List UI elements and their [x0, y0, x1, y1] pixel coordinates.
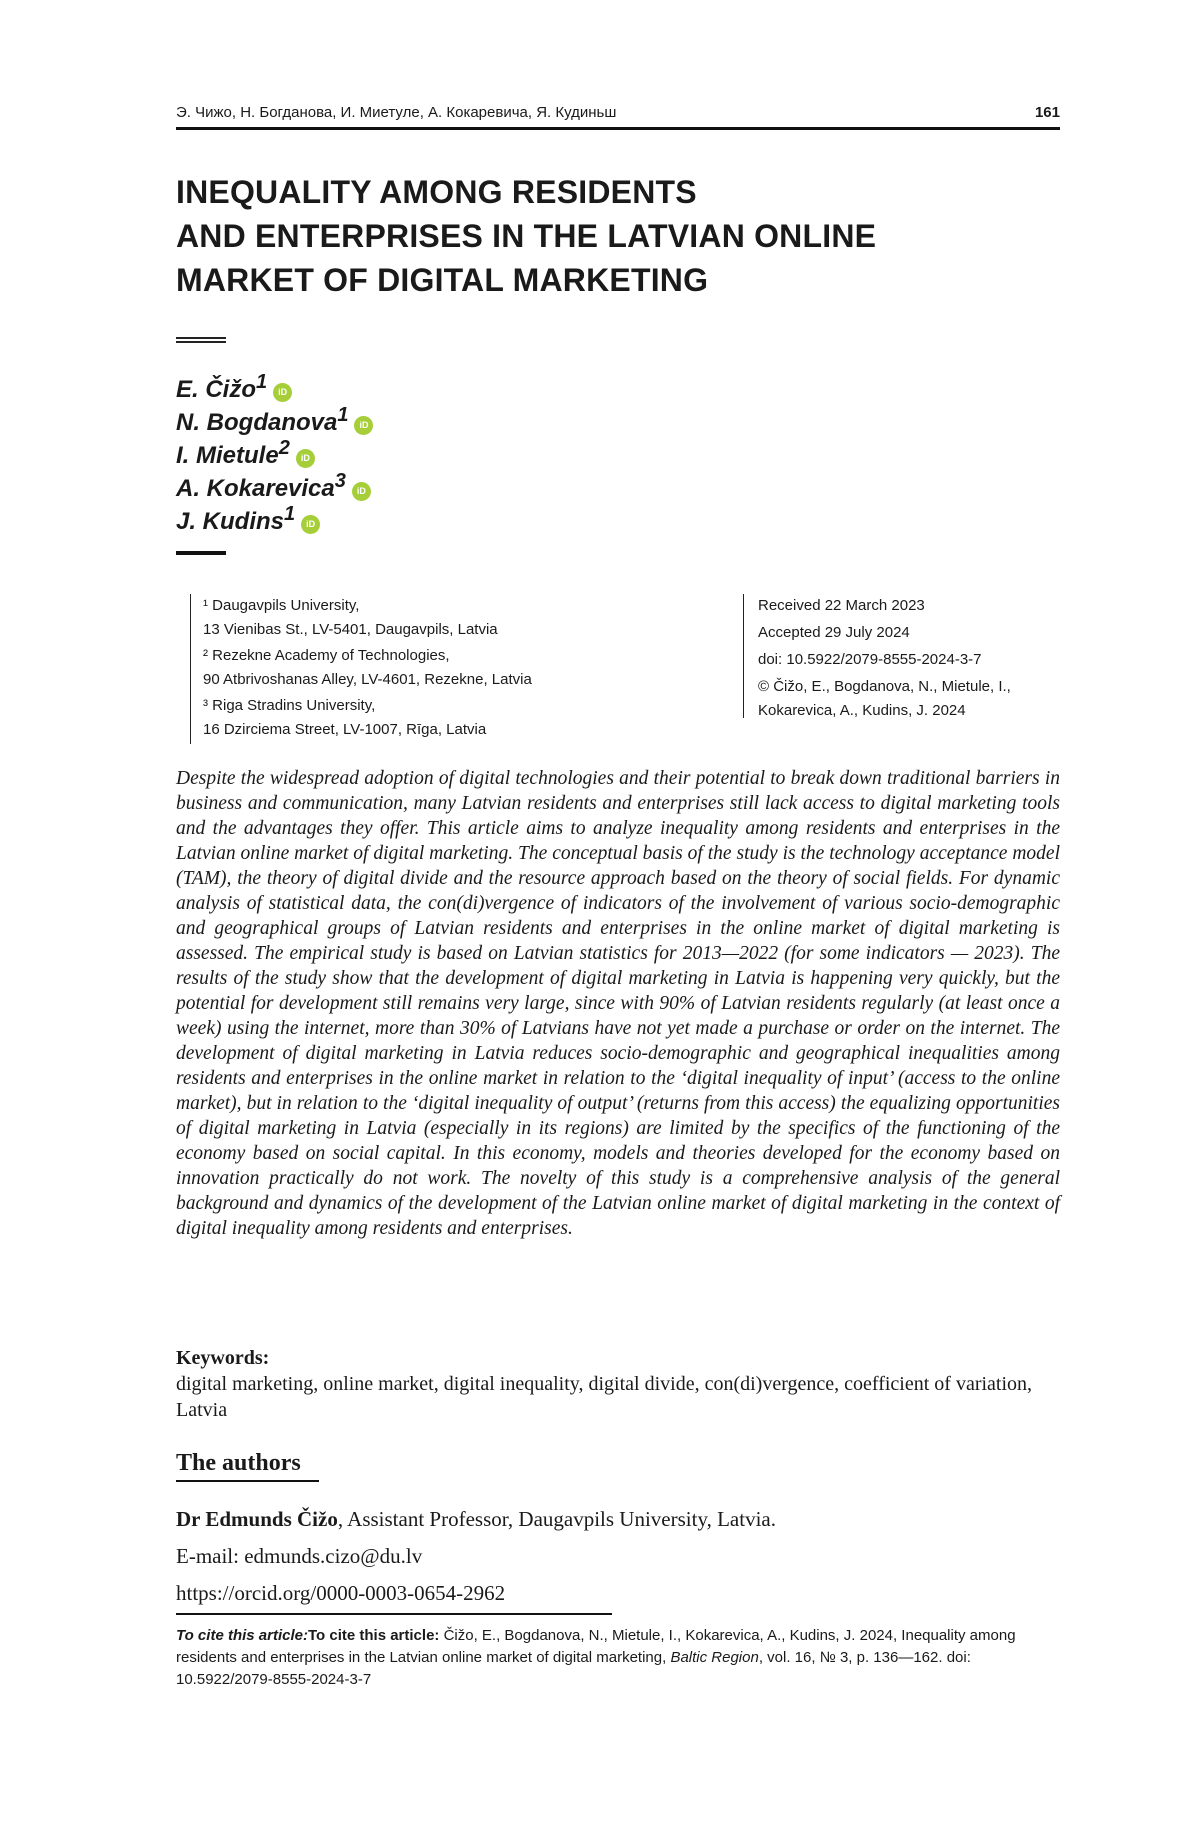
- author-bio: [176, 1501, 1060, 1612]
- orcid-icon[interactable]: iD: [296, 449, 315, 468]
- author-item: [176, 399, 373, 436]
- citation-tail: , vol. 16, № 3, p. 136—162. doi: 10.5922/2079-8555-2024-3-7: [176, 1649, 971, 1688]
- abstract: Despite the widespread adoption of digital technologies and their potential to break down traditional barriers in business and communication, many Latvian residents and enterprises still lack access to digital marketing tools and the advantages they offer. This article aims to analyze inequality among residents and enterprises in the Latvian online market of digital marketing. The conceptual basis of the study is the technology acceptance model (TAM), the theory of digital divide and the resource approach based on the theory of social fields. For dynamic analysis of statistical data, the con(di)vergence of indicators of the involvement of various socio-demographic and geographical groups of Latvian residents and enterprises in the online market of digital marketing is assessed. The empirical study is based on Latvian statistics for 2013—2022 (for some indicators — 2023). The results of the study show that the development of digital marketing in Latvia is happening very quickly, but the potential for development still remains very large, since with 90% of Latvian residents regularly (at least once a week) using the internet, more than 30% of Latvians have not yet made a purchase or order on the internet. The development of digital marketing in Latvia reduces socio-demographic and geographical inequalities among residents and enterprises in the online market in relation to the ‘digital inequality of input’ (access to the online market), but in relation to the ‘digital inequality of output’ (returns from this access) the equalizing opportunities of digital marketing in Latvia (especially in its regions) are limited by the specifics of the functioning of the economy based on social capital. In this economy, models and theories developed for the economy based on innovation practically do not work. The novelty of this study is a comprehensive analysis of the general background and dynamics of the development of the Latvian online market of digital marketing in the context of digital inequality among residents and enterprises.: [176, 768, 1060, 1239]
- author-item: [176, 432, 373, 469]
- author-name: A. Kokarevica: [176, 475, 335, 502]
- title-line: AND ENTERPRISES IN THE LATVIAN ONLINE: [176, 218, 877, 254]
- accepted-date: Accepted 29 July 2024: [758, 624, 910, 641]
- author-list: [176, 366, 373, 535]
- affiliation-name: ¹ Daugavpils University,: [203, 597, 360, 614]
- copyright-line: © Čižo, E., Bogdanova, N., Mietule, I.,: [758, 678, 1011, 695]
- received-date: Received 22 March 2023: [758, 597, 925, 614]
- citation: [176, 1625, 1060, 1691]
- affiliation: [203, 694, 691, 742]
- title-line: INEQUALITY AMONG RESIDENTS: [176, 174, 697, 210]
- author-affiliation-mark: 2: [278, 437, 290, 459]
- bio-name: Dr Edmunds Čižo: [176, 1507, 338, 1531]
- affiliation: [203, 644, 691, 692]
- article-history: [743, 594, 1078, 718]
- doi[interactable]: doi: 10.5922/2079-8555-2024-3-7: [758, 651, 982, 668]
- author-item: [176, 366, 373, 403]
- bio-orcid-link[interactable]: https://orcid.org/0000-0003-0654-2962: [176, 1581, 506, 1605]
- bio-email[interactable]: E-mail: edmunds.cizo@du.lv: [176, 1544, 423, 1568]
- citation-journal: Baltic Region: [670, 1649, 759, 1666]
- keywords-list: digital marketing, online market, digital inequality, digital divide, con(di)vergence, coefficient of variation, Latvia: [176, 1373, 1033, 1421]
- header-rule: [176, 127, 1060, 130]
- double-rule-divider: [176, 337, 226, 343]
- copyright-line: Kokarevica, A., Kudins, J. 2024: [758, 702, 966, 719]
- article-title: [176, 170, 1036, 302]
- citation-label: To cite this article:: [176, 1627, 308, 1644]
- author-item: [176, 465, 373, 502]
- author-name: E. Čižo: [176, 376, 257, 403]
- orcid-icon[interactable]: iD: [273, 383, 292, 402]
- keywords-heading: Keywords:: [176, 1347, 270, 1369]
- bio-position: , Assistant Professor, Daugavpils University, Latvia.: [337, 1507, 776, 1531]
- the-authors-heading-underline: [176, 1480, 319, 1482]
- citation-text: Čižo, E., Bogdanova, N., Mietule, I., Kokarevica, A., Kudins, J. 2024, Inequality among residents and enterprises in the Latvian online market of digital marketing,: [176, 1627, 1016, 1666]
- the-authors-heading: The authors: [176, 1450, 301, 1476]
- author-affiliation-mark: 1: [337, 404, 349, 426]
- affiliation: [203, 594, 691, 642]
- thick-rule-divider: [176, 551, 226, 555]
- author-affiliation-mark: 1: [284, 503, 296, 525]
- orcid-icon[interactable]: iD: [354, 416, 373, 435]
- running-header-authors: Э. Чижо, Н. Богданова, И. Миетуле, А. Кокаревича, Я. Кудиньш: [176, 104, 617, 121]
- author-name: I. Mietule: [176, 442, 279, 469]
- affiliation-name: ³ Riga Stradins University,: [203, 697, 376, 714]
- running-header: [176, 100, 1060, 126]
- bio-line: [176, 1501, 1060, 1538]
- author-item: [176, 498, 373, 535]
- author-name: N. Bogdanova: [176, 409, 338, 436]
- affiliation-name: ² Rezekne Academy of Technologies,: [203, 647, 450, 664]
- orcid-icon[interactable]: iD: [301, 515, 320, 534]
- citation-rule: [176, 1613, 612, 1615]
- citation-label-repeat: To cite this article:: [307, 1627, 440, 1644]
- affiliations-block: [190, 594, 691, 744]
- title-line: MARKET OF DIGITAL MARKETING: [176, 262, 709, 298]
- affiliation-address: 16 Dzirciema Street, LV-1007, Rīga, Latvia: [203, 721, 487, 738]
- author-affiliation-mark: 1: [256, 371, 268, 393]
- orcid-icon[interactable]: iD: [352, 482, 371, 501]
- affiliation-address: 13 Vienibas St., LV-5401, Daugavpils, Latvia: [203, 621, 498, 638]
- page-number: 161: [1034, 104, 1060, 121]
- affiliation-address: 90 Atbrivoshanas Alley, LV-4601, Rezekne, Latvia: [203, 671, 532, 688]
- author-affiliation-mark: 3: [334, 470, 346, 492]
- author-name: J. Kudins: [176, 508, 285, 535]
